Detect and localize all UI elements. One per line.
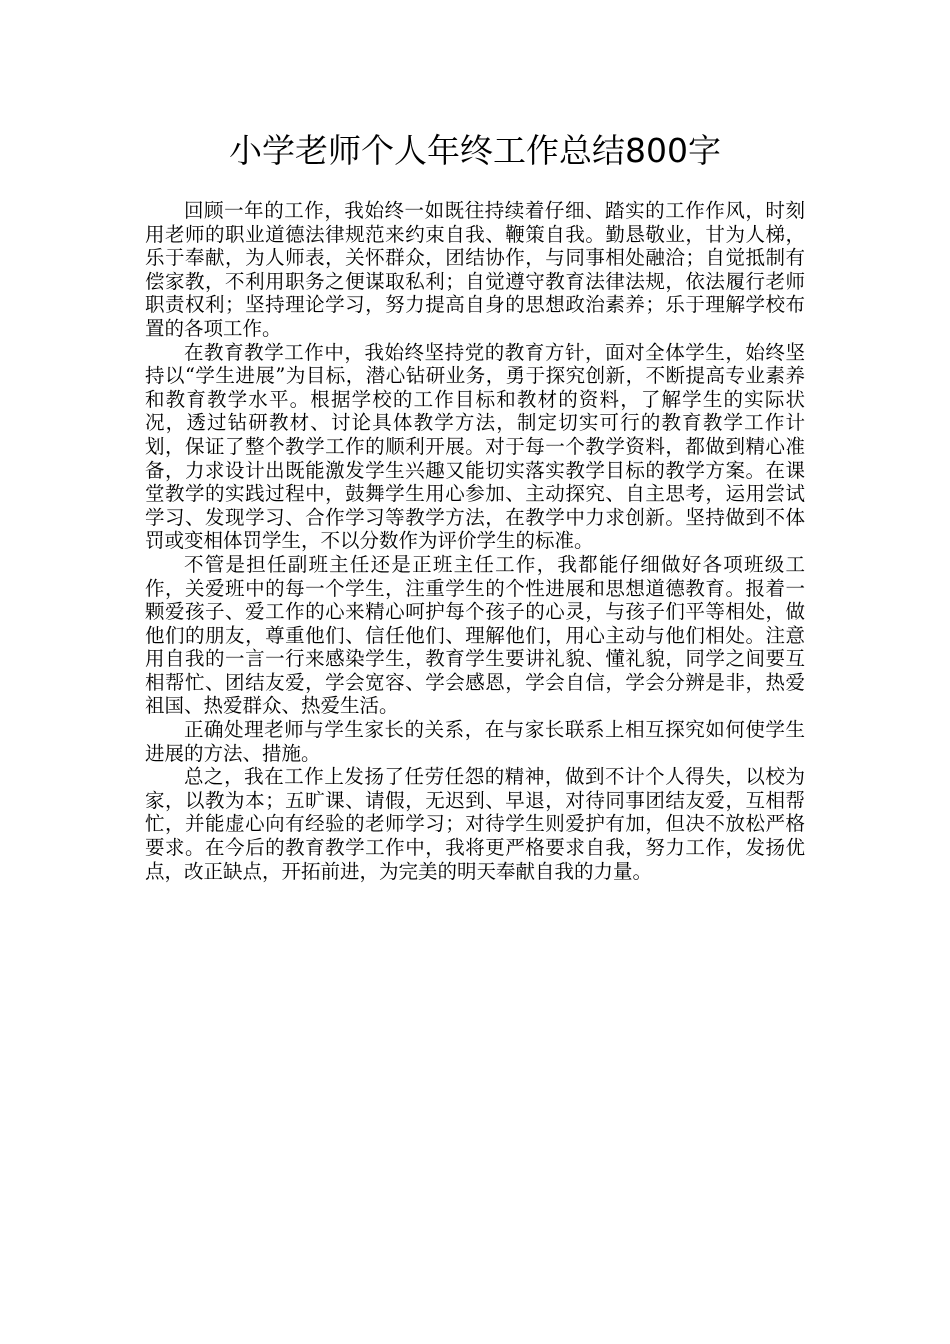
paragraph-5: 总之，我在工作上发扬了任劳任怨的精神，做到不计个人得失，以校为家，以教为本；五旷课、请假，无迟到、早退，对待同事团结友爱，互相帮忙，并能虚心向有经验的老师学习；对待学生则爱护有加，但决不放松严格要求。在今后的教育教学工作中，我将更严格要求自我，努力工作，发扬优点，改正缺点，开拓前进，为完美的明天奉献自我的力量。 — [145, 765, 805, 883]
paragraph-1: 回顾一年的工作，我始终一如既往持续着仔细、踏实的工作作风，时刻用老师的职业道德法律规范来约束自我、鞭策自我。勤恳敬业，甘为人梯，乐于奉献，为人师表，关怀群众，团结协作，与同事相处融洽；自觉抵制有偿家教，不利用职务之便谋取私利；自觉遵守教育法律法规，依法履行老师职责权利；坚持理论学习，努力提高自身的思想政治素养；乐于理解学校布置的各项工作。 — [145, 199, 805, 340]
paragraph-2: 在教育教学工作中，我始终坚持党的教育方针，面对全体学生，始终坚持以“学生进展”为目标，潜心钻研业务，勇于探究创新，不断提高专业素养和教育教学水平。根据学校的工作目标和教材的资料，了解学生的实际状况，透过钻研教材、讨论具体教学方法，制定切实可行的教育教学工作计划，保证了整个教学工作的顺利开展。对于每一个教学资料，都做到精心准备，力求设计出既能激发学生兴趣又能切实落实教学目标的教学方案。在课堂教学的实践过程中，鼓舞学生用心参加、主动探究、自主思考，运用尝试学习、发现学习、合作学习等教学方法，在教学中力求创新。坚持做到不体罚或变相体罚学生，不以分数作为评价学生的标准。 — [145, 340, 805, 553]
document-body — [145, 199, 805, 883]
document-title: 小学老师个人年终工作总结800字 — [229, 131, 721, 170]
paragraph-3: 不管是担任副班主任还是正班主任工作，我都能仔细做好各项班级工作，关爱班中的每一个学生，注重学生的个性进展和思想道德教育。报着一颗爱孩子、爱工作的心来精心呵护每个孩子的心灵，与孩子们平等相处，做他们的朋友，尊重他们、信任他们、理解他们，用心主动与他们相处。注意用自我的一言一行来感染学生，教育学生要讲礼貌、懂礼貌，同学之间要互相帮忙、团结友爱，学会宽容、学会感恩，学会自信，学会分辨是非，热爱祖国、热爱群众、热爱生活。 — [145, 552, 805, 718]
paragraph-4: 正确处理老师与学生家长的关系，在与家长联系上相互探究如何使学生进展的方法、措施。 — [145, 718, 805, 765]
